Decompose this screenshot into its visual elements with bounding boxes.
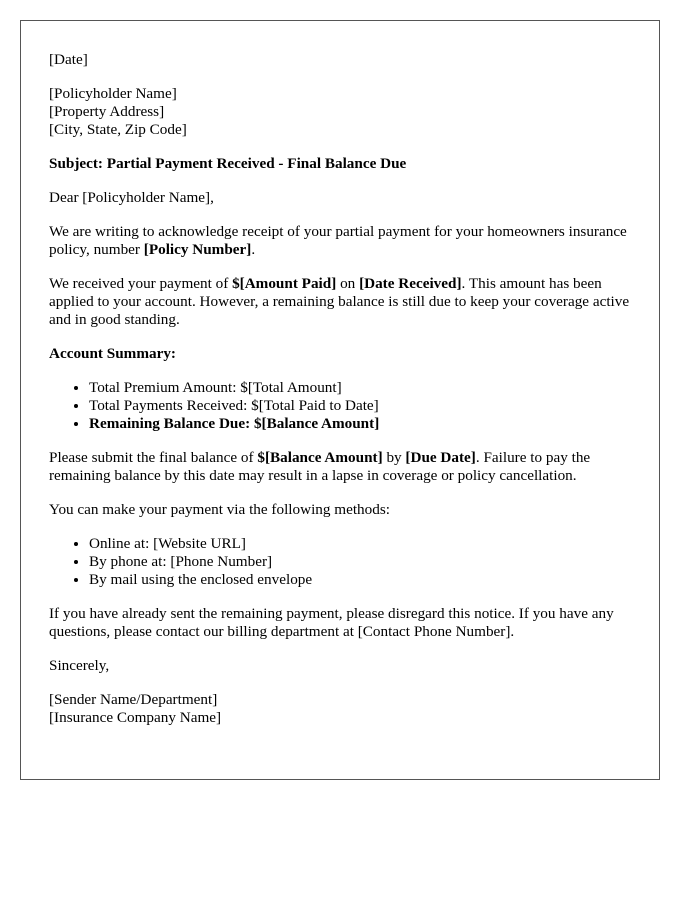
summary-item-remaining-balance: • Remaining Balance Due: $[Balance Amount] <box>89 415 631 433</box>
letter-document <box>20 20 660 780</box>
letter-date <box>49 51 631 69</box>
method-phone: • By phone at: [Phone Number] <box>89 553 631 571</box>
payment-methods-list <box>49 535 631 589</box>
balance-amount: $[Balance Amount] <box>257 449 383 466</box>
recipient-city-state-zip: [City, State, Zip Code] <box>49 121 187 138</box>
para2-text-2: on <box>336 275 360 292</box>
para4-text: If you have already sent the remaining payment, please disregard this notice. If you have any questions, please contact our billing department at [Contact Phone Number]. <box>49 605 614 640</box>
methods-intro-text: You can make your payment via the following methods: <box>49 501 390 518</box>
method-mail: • By mail using the enclosed envelope <box>89 571 631 589</box>
account-summary-heading <box>49 345 631 363</box>
recipient-address-block <box>49 85 631 139</box>
payment-methods-intro <box>49 501 631 519</box>
policy-number: [Policy Number] <box>143 241 252 258</box>
balance-due-paragraph <box>49 449 631 485</box>
amount-paid: $[Amount Paid] <box>232 275 337 292</box>
summary-item-total-premium: • Total Premium Amount: $[Total Amount] <box>89 379 631 397</box>
date-received: [Date Received] <box>359 275 462 292</box>
salutation <box>49 189 631 207</box>
closing-text: Sincerely, <box>49 657 110 674</box>
recipient-address: [Property Address] <box>49 103 165 120</box>
acknowledgement-paragraph <box>49 223 631 259</box>
subject-text: Subject: Partial Payment Received - Final Balance Due <box>49 155 407 172</box>
company-name: [Insurance Company Name] <box>49 709 222 726</box>
para2-text-3: . This amount has been applied to your account. However, a remaining balance is still due to keep your coverage active and in good standing. <box>49 275 630 328</box>
para1-text: We are writing to acknowledge receipt of your partial payment for your homeowners insurance policy, number <box>49 223 627 258</box>
para3-text-3: . Failure to pay the remaining balance by this date may result in a lapse in coverage or policy cancellation. <box>49 449 591 484</box>
recipient-name: [Policyholder Name] <box>49 85 177 102</box>
signature-block <box>49 691 631 727</box>
sender-name: [Sender Name/Department] <box>49 691 218 708</box>
salutation-text: Dear [Policyholder Name], <box>49 189 214 206</box>
account-summary-list <box>49 379 631 433</box>
para2-text-1: We received your payment of <box>49 275 233 292</box>
payment-received-paragraph <box>49 275 631 329</box>
subject-line <box>49 155 631 173</box>
method-online: • Online at: [Website URL] <box>89 535 631 553</box>
para3-text-1: Please submit the final balance of <box>49 449 258 466</box>
summary-item-total-payments: • Total Payments Received: $[Total Paid to Date] <box>89 397 631 415</box>
due-date: [Due Date] <box>405 449 476 466</box>
date-text: [Date] <box>49 51 88 68</box>
summary-heading-text: Account Summary: <box>49 345 176 362</box>
disregard-paragraph <box>49 605 631 641</box>
para1-end: . <box>251 241 256 258</box>
closing <box>49 657 631 675</box>
para3-text-2: by <box>382 449 406 466</box>
